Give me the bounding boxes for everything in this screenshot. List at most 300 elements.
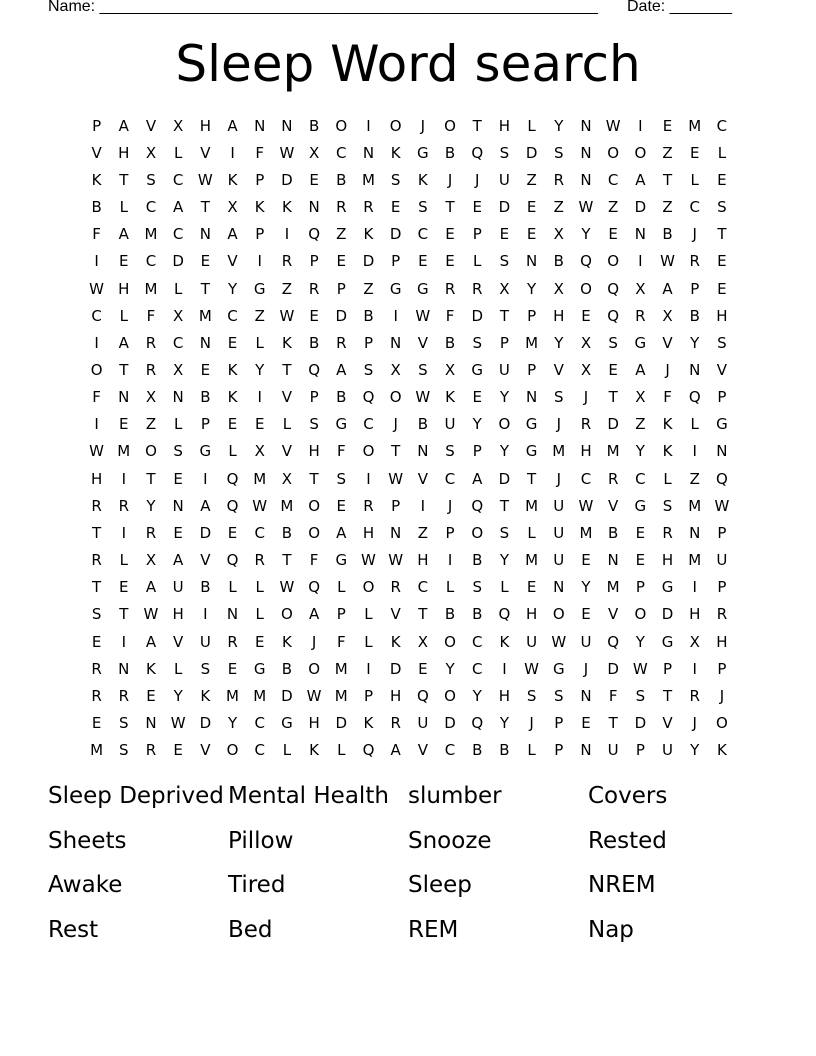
grid-letter: B (444, 605, 456, 624)
grid-letter: I (94, 252, 99, 271)
grid-letter: C (471, 659, 483, 678)
grid-letter: V (390, 605, 401, 624)
grid-letter: B (608, 523, 619, 542)
grid-letter: I (447, 551, 453, 570)
grid-letter: L (119, 306, 128, 325)
grid-letter: E (146, 686, 156, 705)
grid-letter: T (146, 469, 156, 488)
grid-letter: W (578, 496, 594, 515)
grid-letter: N (172, 496, 184, 515)
grid-letter: H (390, 686, 402, 705)
grid-letter: G (634, 333, 647, 352)
grid-letter: T (119, 170, 129, 189)
grid-letter: Q (226, 469, 239, 488)
grid-letter: U (553, 496, 565, 515)
grid-letter: G (471, 360, 484, 379)
grid-letter: X (145, 551, 157, 570)
grid-letter: S (309, 415, 319, 434)
grid-letter: J (311, 632, 317, 651)
grid-letter: J (665, 360, 670, 379)
grid-letter: H (525, 605, 538, 624)
grid-letter: N (607, 551, 619, 570)
grid-letter: M (253, 686, 267, 705)
grid-letter: O (281, 605, 293, 624)
grid-letter: H (661, 551, 674, 570)
grid-letter: S (526, 686, 537, 705)
grid-letter: L (690, 415, 699, 434)
grid-letter: L (527, 523, 536, 542)
grid-letter: E (499, 225, 510, 244)
grid-letter: Z (363, 279, 374, 298)
grid-letter: W (388, 551, 404, 570)
grid-letter: Q (471, 143, 484, 162)
grid-letter: J (583, 388, 589, 407)
grid-letter: Y (146, 496, 156, 515)
grid-letter: Q (580, 252, 592, 271)
grid-letter: K (363, 225, 374, 244)
grid-letter: X (281, 469, 293, 488)
grid-letter: S (717, 198, 727, 217)
grid-letter: A (472, 469, 483, 488)
grid-letter: Y (227, 714, 238, 733)
grid-letter: D (525, 143, 538, 162)
grid-letter: I (121, 632, 126, 651)
grid-letter: S (200, 659, 211, 678)
grid-letter: U (498, 170, 510, 189)
grid-letter: L (690, 170, 699, 189)
grid-letter: B (417, 415, 428, 434)
grid-letter: S (717, 333, 727, 352)
grid-letter: B (91, 198, 102, 217)
grid-letter: L (473, 252, 482, 271)
grid-letter: M (90, 741, 104, 760)
grid-letter: M (606, 578, 620, 597)
grid-letter: O (607, 143, 620, 162)
grid-letter: L (119, 198, 128, 217)
grid-letter: Q (308, 578, 320, 597)
grid-letter: I (692, 659, 697, 678)
grid-letter: A (118, 116, 129, 135)
grid-letter: K (281, 632, 292, 651)
grid-letter: N (689, 360, 701, 379)
grid-letter: C (417, 225, 429, 244)
grid-letter: U (716, 551, 728, 570)
page-title: Sleep Word search (175, 35, 641, 93)
grid-letter: E (336, 252, 347, 271)
grid-letter: N (525, 388, 538, 407)
grid-letter: R (336, 333, 347, 352)
grid-letter: R (580, 415, 592, 434)
grid-letter: A (145, 578, 157, 597)
grid-letter: E (309, 170, 319, 189)
grid-letter: N (553, 578, 565, 597)
grid-letter: A (145, 632, 157, 651)
grid-letter: Y (581, 225, 591, 244)
grid-letter: Y (690, 333, 700, 352)
grid-letter: S (608, 333, 618, 352)
grid-letter: R (91, 686, 102, 705)
grid-letter: L (527, 116, 536, 135)
grid-letter: C (254, 523, 265, 542)
grid-letter: M (144, 225, 158, 244)
grid-letter: G (552, 659, 565, 678)
grid-letter: H (308, 442, 320, 461)
grid-letter: M (253, 469, 267, 488)
grid-letter: Z (281, 279, 293, 298)
grid-letter: L (173, 659, 183, 678)
grid-letter: Y (173, 686, 183, 705)
grid-letter: C (172, 170, 184, 189)
grid-letter: V (281, 388, 293, 407)
grid-letter: N (580, 116, 592, 135)
grid-letter: Z (662, 198, 673, 217)
grid-letter: R (472, 279, 483, 298)
grid-letter: H (553, 306, 565, 325)
grid-letter: E (119, 252, 129, 271)
grid-letter: O (389, 116, 402, 135)
grid-letter: E (336, 496, 347, 515)
grid-letter: L (228, 578, 237, 597)
grid-row (83, 737, 736, 764)
grid-letter: C (145, 252, 157, 271)
grid-letter: X (580, 360, 592, 379)
grid-letter: E (173, 469, 183, 488)
grid-letter: W (170, 714, 186, 733)
word-list-item: NREM (588, 872, 656, 898)
grid-letter: N (390, 333, 402, 352)
grid-letter: F (663, 388, 672, 407)
grid-row (83, 166, 736, 193)
grid-letter: C (172, 225, 184, 244)
grid-letter: T (662, 686, 673, 705)
grid-letter: R (227, 632, 238, 651)
word-list-item: Sleep Deprived (48, 783, 224, 809)
word-list-item: Pillow (228, 827, 294, 854)
grid-letter: Q (471, 714, 484, 733)
grid-letter: V (417, 741, 428, 760)
grid-letter: X (635, 388, 646, 407)
word-list-item: Rest (48, 916, 99, 943)
grid-letter: P (690, 279, 700, 298)
grid-letter: X (173, 116, 184, 135)
grid-letter: V (91, 143, 102, 162)
grid-letter: M (361, 170, 375, 189)
grid-letter: S (390, 170, 401, 189)
grid-letter: L (228, 442, 237, 461)
word-list-item: Snooze (408, 827, 492, 854)
grid-letter: G (389, 279, 402, 298)
grid-letter: R (689, 686, 700, 705)
grid-letter: M (525, 333, 539, 352)
grid-letter: D (172, 252, 184, 271)
grid-letter: J (393, 415, 398, 434)
grid-letter: Z (635, 415, 646, 434)
grid-letter: K (662, 415, 673, 434)
grid-letter: C (444, 469, 456, 488)
grid-letter: Y (499, 551, 509, 570)
grid-letter: R (607, 469, 619, 488)
grid-letter: E (472, 388, 482, 407)
grid-letter: R (390, 578, 401, 597)
grid-letter: X (444, 360, 456, 379)
grid-letter: L (527, 741, 536, 760)
grid-letter: Z (662, 143, 673, 162)
grid-letter: H (498, 686, 511, 705)
grid-letter: B (281, 523, 293, 542)
grid-letter: H (689, 605, 701, 624)
grid-letter: O (90, 360, 103, 379)
grid-letter: O (552, 605, 565, 624)
grid-letter: K (390, 143, 401, 162)
grid-letter: H (716, 632, 728, 651)
grid-letter: O (471, 523, 484, 542)
grid-letter: U (417, 714, 429, 733)
grid-letter: W (524, 659, 540, 678)
grid-letter: M (117, 442, 131, 461)
grid-letter: Y (227, 279, 238, 298)
grid-letter: K (254, 198, 265, 217)
grid-letter: L (255, 333, 264, 352)
grid-letter: P (255, 170, 265, 189)
grid-letter: B (472, 551, 483, 570)
grid-letter: M (226, 686, 239, 705)
grid-letter: D (634, 198, 647, 217)
grid-letter: P (472, 442, 482, 461)
grid-letter: I (257, 388, 262, 407)
grid-letter: H (118, 279, 130, 298)
grid-letter: K (445, 388, 455, 407)
grid-letter: P (554, 741, 564, 760)
grid-letter: I (692, 442, 697, 461)
grid-letter: P (309, 388, 319, 407)
grid-letter: L (282, 741, 292, 760)
grid-letter: S (499, 252, 510, 271)
grid-letter: G (661, 578, 674, 597)
grid-letter: R (689, 252, 700, 271)
grid-letter: U (199, 632, 211, 651)
grid-letter: R (553, 170, 564, 189)
grid-row (83, 682, 736, 709)
grid-row (83, 356, 736, 383)
grid-letter: U (498, 360, 510, 379)
word-list-item: Awake (48, 872, 123, 898)
grid-letter: B (363, 306, 374, 325)
grid-row (83, 411, 736, 438)
grid-letter: O (389, 388, 402, 407)
grid-letter: T (119, 605, 129, 624)
grid-letter: X (580, 333, 592, 352)
grid-letter: I (366, 659, 371, 678)
grid-letter: K (227, 170, 238, 189)
grid-letter: E (445, 225, 455, 244)
grid-letter: M (525, 496, 539, 515)
grid-letter: L (717, 143, 727, 162)
grid-letter: E (662, 116, 673, 135)
grid-letter: C (417, 578, 429, 597)
grid-letter: M (334, 686, 348, 705)
grid-letter: W (279, 578, 295, 597)
grid-row (83, 329, 736, 356)
grid-letter: C (471, 632, 483, 651)
grid-letter: L (500, 578, 509, 597)
grid-letter: Q (226, 551, 239, 570)
grid-letter: E (581, 551, 591, 570)
grid-letter: J (583, 659, 589, 678)
grid-letter: M (552, 442, 566, 461)
grid-letter: G (335, 415, 348, 434)
grid-letter: N (254, 116, 266, 135)
grid-letter: C (227, 306, 238, 325)
grid-letter: D (335, 306, 348, 325)
grid-letter: O (335, 116, 348, 135)
grid-letter: L (364, 632, 373, 651)
grid-letter: S (119, 741, 129, 760)
grid-letter: Y (472, 415, 482, 434)
grid-letter: C (363, 415, 374, 434)
grid-letter: O (308, 496, 320, 515)
grid-letter: B (200, 388, 211, 407)
grid-letter: E (526, 578, 537, 597)
grid-row (83, 628, 736, 655)
grid-letter: G (525, 442, 538, 461)
grid-letter: N (417, 442, 429, 461)
grid-letter: P (717, 659, 727, 678)
grid-letter: Z (608, 198, 619, 217)
grid-letter: U (172, 578, 184, 597)
grid-letter: X (173, 360, 184, 379)
grid-letter: J (475, 170, 480, 189)
grid-letter: O (607, 252, 620, 271)
grid-letter: X (553, 279, 564, 298)
grid-letter: E (200, 360, 211, 379)
word-list-item: Nap (588, 916, 634, 943)
grid-letter: B (444, 333, 456, 352)
grid-letter: K (417, 170, 428, 189)
grid-letter: V (200, 741, 211, 760)
grid-letter: N (525, 252, 538, 271)
grid-letter: T (119, 360, 129, 379)
grid-letter: T (92, 578, 102, 597)
grid-letter: W (578, 198, 594, 217)
grid-letter: W (143, 605, 159, 624)
grid-letter: Q (607, 279, 620, 298)
grid-letter: Y (255, 360, 265, 379)
grid-letter: K (499, 632, 510, 651)
grid-letter: V (173, 632, 184, 651)
grid-letter: R (91, 496, 102, 515)
grid-letter: W (361, 551, 376, 570)
grid-letter: X (499, 279, 510, 298)
grid-letter: N (145, 714, 157, 733)
grid-letter: E (608, 360, 618, 379)
grid-letter: J (447, 170, 453, 189)
grid-letter: W (660, 252, 675, 271)
grid-letter: A (308, 605, 320, 624)
grid-letter: Z (254, 306, 265, 325)
grid-letter: G (335, 551, 348, 570)
grid-letter: C (336, 143, 347, 162)
grid-letter: I (284, 225, 290, 244)
grid-letter: R (363, 198, 374, 217)
word-list-item: Tired (228, 872, 286, 898)
grid-letter: D (498, 469, 511, 488)
grid-letter: D (661, 605, 674, 624)
grid-letter: M (688, 496, 702, 515)
grid-letter: O (362, 578, 375, 597)
grid-letter: T (92, 523, 102, 542)
grid-letter: N (118, 659, 130, 678)
grid-letter: A (200, 496, 211, 515)
grid-letter: Q (716, 469, 728, 488)
grid-letter: F (92, 225, 101, 244)
grid-letter: Y (554, 116, 564, 135)
grid-letter: P (336, 279, 346, 298)
grid-letter: V (662, 714, 673, 733)
grid-letter: I (203, 605, 208, 624)
grid-letter: S (119, 714, 129, 733)
grid-letter: D (281, 170, 293, 189)
grid-letter: B (662, 225, 673, 244)
grid-letter: X (173, 306, 184, 325)
grid-letter: G (253, 279, 266, 298)
grid-row (83, 709, 736, 736)
grid-letter: U (553, 523, 565, 542)
grid-letter: R (91, 551, 102, 570)
grid-letter: B (336, 388, 347, 407)
grid-letter: W (605, 116, 621, 135)
grid-letter: L (173, 143, 183, 162)
grid-letter: Q (226, 496, 239, 515)
grid-letter: S (146, 170, 156, 189)
grid-letter: Q (471, 496, 484, 515)
grid-letter: C (716, 116, 728, 135)
grid-letter: P (445, 523, 455, 542)
grid-letter: W (632, 659, 648, 678)
grid-letter: E (635, 551, 646, 570)
grid-letter: E (227, 659, 238, 678)
grid-letter: T (391, 442, 401, 461)
grid-row (83, 193, 736, 220)
grid-letter: E (254, 415, 265, 434)
grid-letter: T (717, 225, 727, 244)
grid-letter: O (716, 714, 728, 733)
grid-letter: V (417, 333, 428, 352)
grid-letter: O (444, 686, 456, 705)
word-list (48, 778, 768, 956)
grid-letter: K (227, 360, 238, 379)
grid-letter: A (390, 741, 401, 760)
word-list-item: Sheets (48, 827, 127, 854)
grid-letter: J (447, 496, 453, 515)
grid-letter: P (336, 605, 346, 624)
grid-letter: L (255, 578, 264, 597)
grid-letter: X (308, 143, 320, 162)
grid-letter: E (717, 252, 727, 271)
grid-row (83, 574, 736, 601)
grid-letter: R (390, 714, 401, 733)
grid-letter: R (145, 333, 157, 352)
grid-letter: O (634, 605, 647, 624)
grid-letter: P (717, 578, 727, 597)
grid-letter: N (199, 333, 211, 352)
grid-letter: R (145, 741, 157, 760)
grid-row (83, 601, 736, 628)
grid-letter: P (391, 252, 401, 271)
grid-letter: D (444, 714, 456, 733)
grid-letter: S (499, 143, 510, 162)
grid-letter: I (94, 415, 99, 434)
grid-letter: W (388, 469, 404, 488)
